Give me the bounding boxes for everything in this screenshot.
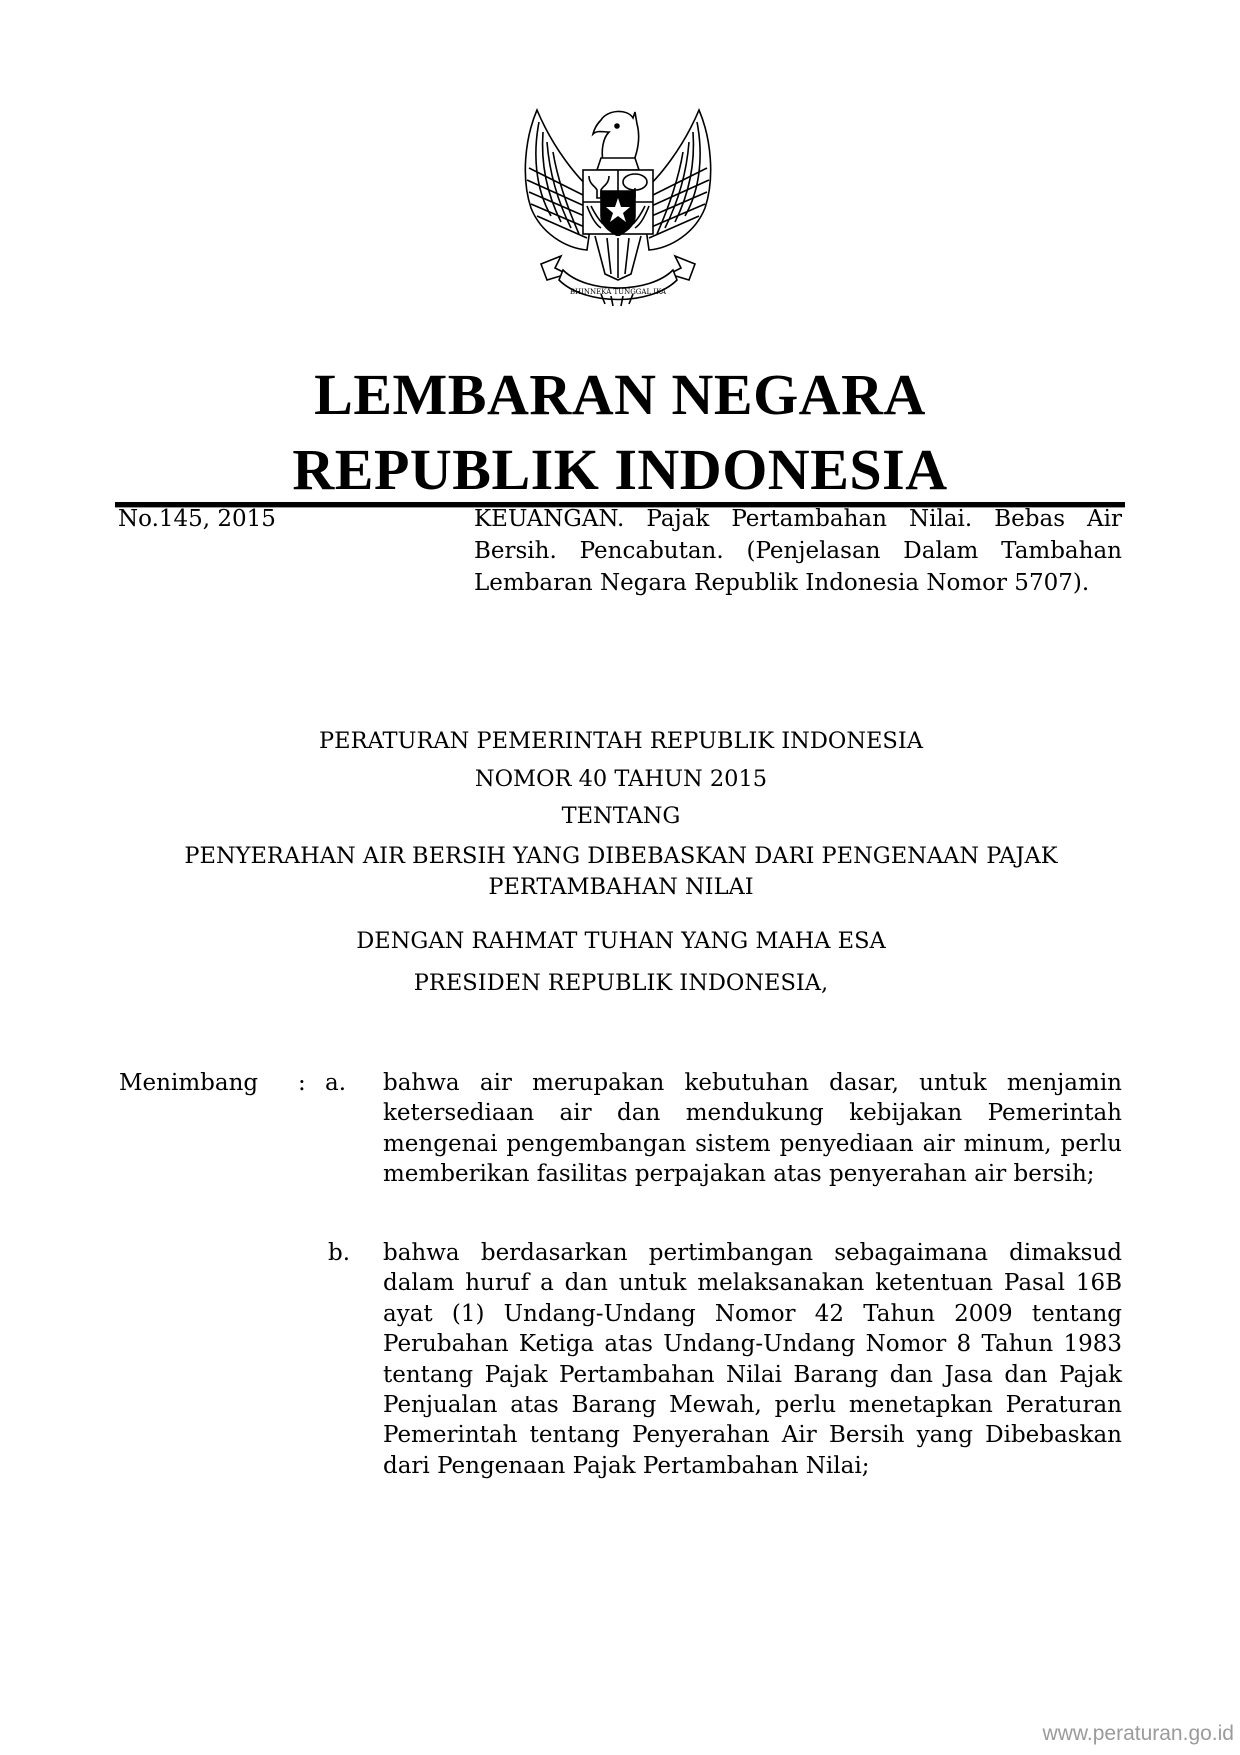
regulation-number: NOMOR 40 TAHUN 2015 [474,766,768,792]
svg-text:BHINNEKA TUNGGAL IKA: BHINNEKA TUNGGAL IKA [569,288,667,296]
regulation-type: PERATURAN PEMERINTAH REPUBLIK INDONESIA [319,728,923,754]
consideration-marker-b: b. [328,1240,351,1266]
regulation-title: PENYERAHAN AIR BERSIH YANG DIBEBASKAN DARI PENGENAAN PAJAK PERTAMBAHAN NILAI [184,843,1058,900]
consideration-text-b: bahwa berdasarkan pertimbangan sebagaimana dimaksud dalam huruf a dan untuk melaksanakan ketentuan Pasal 16B ayat (1) Undang-Undang Nomor 42 Tahun 2009 tentang Perubahan Ketiga atas Undang-Undang Nomor 8 Tahun 1983 tentang Pajak Pertambahan Nilai Barang dan Jasa dan Pajak Penjualan atas Barang Mewah, perlu menetapkan Peraturan Pemerintah tentang Penyerahan Air Bersih yang Dibebaskan dari Pengenaan Pajak Pertambahan Nilai; [383,1240,1122,1479]
gazette-title-line2: REPUBLIK INDONESIA [292,437,948,502]
gazette-number: No.145, 2015 [118,506,276,532]
gazette-title-line1: LEMBARAN NEGARA [314,362,926,427]
considerations-label: Menimbang [119,1070,259,1096]
source-watermark: www.peraturan.go.id [1042,1722,1234,1745]
gazette-summary: KEUANGAN. Pajak Pertambahan Nilai. Bebas Air Bersih. Pencabutan. (Penjelasan Dalam Tambahan Lembaran Negara Republik Indonesia Nomor 5707). [474,506,1122,596]
garuda-emblem-icon [517,98,719,308]
consideration-marker-a: a. [325,1070,347,1096]
invocation: DENGAN RAHMAT TUHAN YANG MAHA ESA [356,928,886,954]
considerations-separator: : [298,1070,306,1096]
consideration-text-a: bahwa air merupakan kebutuhan dasar, untuk menjamin ketersediaan air dan mendukung kebijakan Pemerintah mengenai pengembangan sistem penyediaan air minum, perlu memberikan fasilitas perpajakan atas penyerahan air bersih; [383,1070,1122,1188]
regulation-about-label: TENTANG [561,803,681,829]
issuer: PRESIDEN REPUBLIK INDONESIA, [413,970,829,996]
